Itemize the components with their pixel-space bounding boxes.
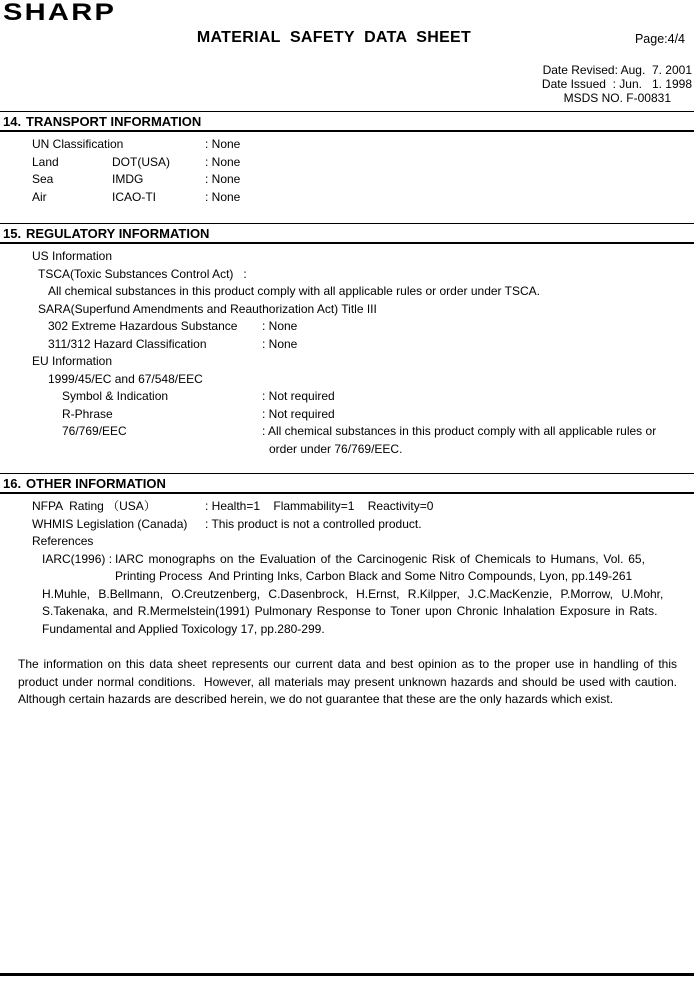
eu-value: : Not required: [262, 389, 335, 403]
iarc-text: [115, 551, 645, 586]
iarc-line-1: IARC monographs on the Evaluation of the Carcinogenic Risk of Chemicals to Humans, Vol. 65,: [115, 551, 645, 566]
reference-iarc: [0, 551, 694, 586]
nfpa-rating-row: [0, 498, 694, 516]
eu-label: Symbol & Indication: [62, 389, 169, 403]
transport-value: : None: [205, 137, 241, 151]
sara-heading: SARA(Superfund Amendments and Reauthorization Act) Title III: [38, 301, 377, 316]
date-issued: Date Issued : Jun. 1. 1998: [541, 77, 692, 91]
section-regulatory-information: [0, 223, 694, 458]
sara-value: : None: [262, 319, 298, 333]
section-16-body: [0, 498, 694, 638]
eu-value-multiline: [262, 423, 656, 458]
transport-label: Sea: [32, 172, 54, 186]
transport-label: UN Classification: [32, 137, 124, 151]
tsca-statement: All chemical substances in this product comply with all applicable rules or order under TSCA.: [48, 284, 541, 298]
page-bottom-rule: [0, 973, 694, 976]
transport-value: : None: [205, 154, 241, 169]
transport-row-sea: [0, 171, 694, 189]
sharp-logo: SHARP: [3, 0, 117, 26]
document-title: MATERIAL SAFETY DATA SHEET: [196, 29, 472, 46]
eu-label: R-Phrase: [62, 406, 113, 421]
references-heading: References: [32, 534, 94, 548]
section-14-number: 14.: [3, 114, 22, 129]
page-number: Page:4/4: [634, 32, 685, 46]
transport-row-air: [0, 189, 694, 207]
eu-directives: 1999/45/EC and 67/548/EEC: [48, 371, 203, 386]
date-revised: Date Revised: Aug. 7. 2001: [542, 63, 692, 77]
eu-value: : Not required: [262, 406, 335, 421]
study-line-1: H.Muhle, B.Bellmann, O.Creutzenberg, C.Dasenbrock, H.Ernst, R.Kilpper, J.C.MacKenzie, P.Morrow, U.Mohr,: [42, 586, 664, 601]
section-16-title: OTHER INFORMATION: [26, 476, 166, 491]
whmis-value: : This product is not a controlled product.: [205, 516, 422, 531]
sara-row-311-312: [0, 336, 694, 354]
eec-value-line-1: : All chemical substances in this product comply with all applicable rules or: [262, 424, 657, 438]
eu-information-heading: EU Information: [32, 354, 113, 368]
transport-value: : None: [205, 189, 241, 204]
section-14-heading: [0, 111, 694, 132]
eu-row-rphrase: [0, 406, 694, 424]
section-16-number: 16.: [3, 476, 22, 491]
transport-code: IMDG: [112, 172, 144, 186]
transport-value: : None: [205, 172, 241, 186]
whmis-label: WHMIS Legislation (Canada): [32, 516, 188, 531]
transport-code: DOT(USA): [112, 154, 170, 169]
section-16-heading: [0, 473, 694, 494]
study-line-2: S.Takenaka, and R.Mermelstein(1991) Pulmonary Response to Toner upon Chronic Inhalation Exposure in Rats.: [42, 604, 658, 618]
whmis-row: [0, 516, 694, 534]
eu-row-76-769-eec: [0, 423, 694, 458]
section-14-title: TRANSPORT INFORMATION: [26, 114, 202, 129]
transport-label: Land: [32, 154, 59, 169]
transport-code: ICAO-TI: [112, 189, 156, 204]
eec-value-line-2: order under 76/769/EEC.: [269, 441, 403, 456]
sara-value: : None: [262, 336, 298, 351]
reference-muhle-study: [0, 586, 694, 639]
document-header: [0, 0, 694, 111]
sara-row-302: [0, 318, 694, 336]
msds-number: MSDS NO. F-00831: [563, 91, 671, 105]
date-block: [542, 63, 692, 105]
section-15-heading: [0, 223, 694, 244]
transport-row-land: [0, 154, 694, 172]
study-line-3: Fundamental and Applied Toxicology 17, pp.280-299.: [42, 621, 325, 636]
iarc-label: IARC(1996) :: [42, 551, 113, 566]
tsca-label: TSCA(Toxic Substances Control Act) :: [38, 266, 247, 281]
us-information-heading: US Information: [32, 249, 113, 263]
eu-row-symbol: [0, 388, 694, 406]
nfpa-label: NFPA Rating （USA）: [32, 499, 156, 513]
transport-row-un: [0, 136, 694, 154]
transport-label: Air: [32, 189, 47, 204]
transport-code: [112, 136, 205, 154]
section-other-information: [0, 473, 694, 638]
section-15-body: [0, 248, 694, 458]
disclaimer-paragraph: The information on this data sheet represents our current data and best opinion as to the proper use in handling of this product under normal conditions. However, all materials may present unknown hazards and should be used with caution. Although certain hazards are described herein, we do not guarantee that these are the only hazards which exist.: [18, 657, 681, 706]
section-transport-information: [0, 111, 694, 206]
section-15-number: 15.: [3, 226, 22, 241]
sara-label: 311/312 Hazard Classification: [48, 336, 207, 351]
sara-label: 302 Extreme Hazardous Substance: [48, 319, 238, 333]
iarc-line-2: Printing Process And Printing Inks, Carbon Black and Some Nitro Compounds, Lyon, pp.149-261: [115, 569, 633, 583]
section-15-title: REGULATORY INFORMATION: [26, 226, 210, 241]
eu-label: 76/769/EEC: [62, 424, 127, 438]
nfpa-value: : Health=1 Flammability=1 Reactivity=0: [205, 499, 434, 513]
section-14-body: [0, 136, 694, 206]
